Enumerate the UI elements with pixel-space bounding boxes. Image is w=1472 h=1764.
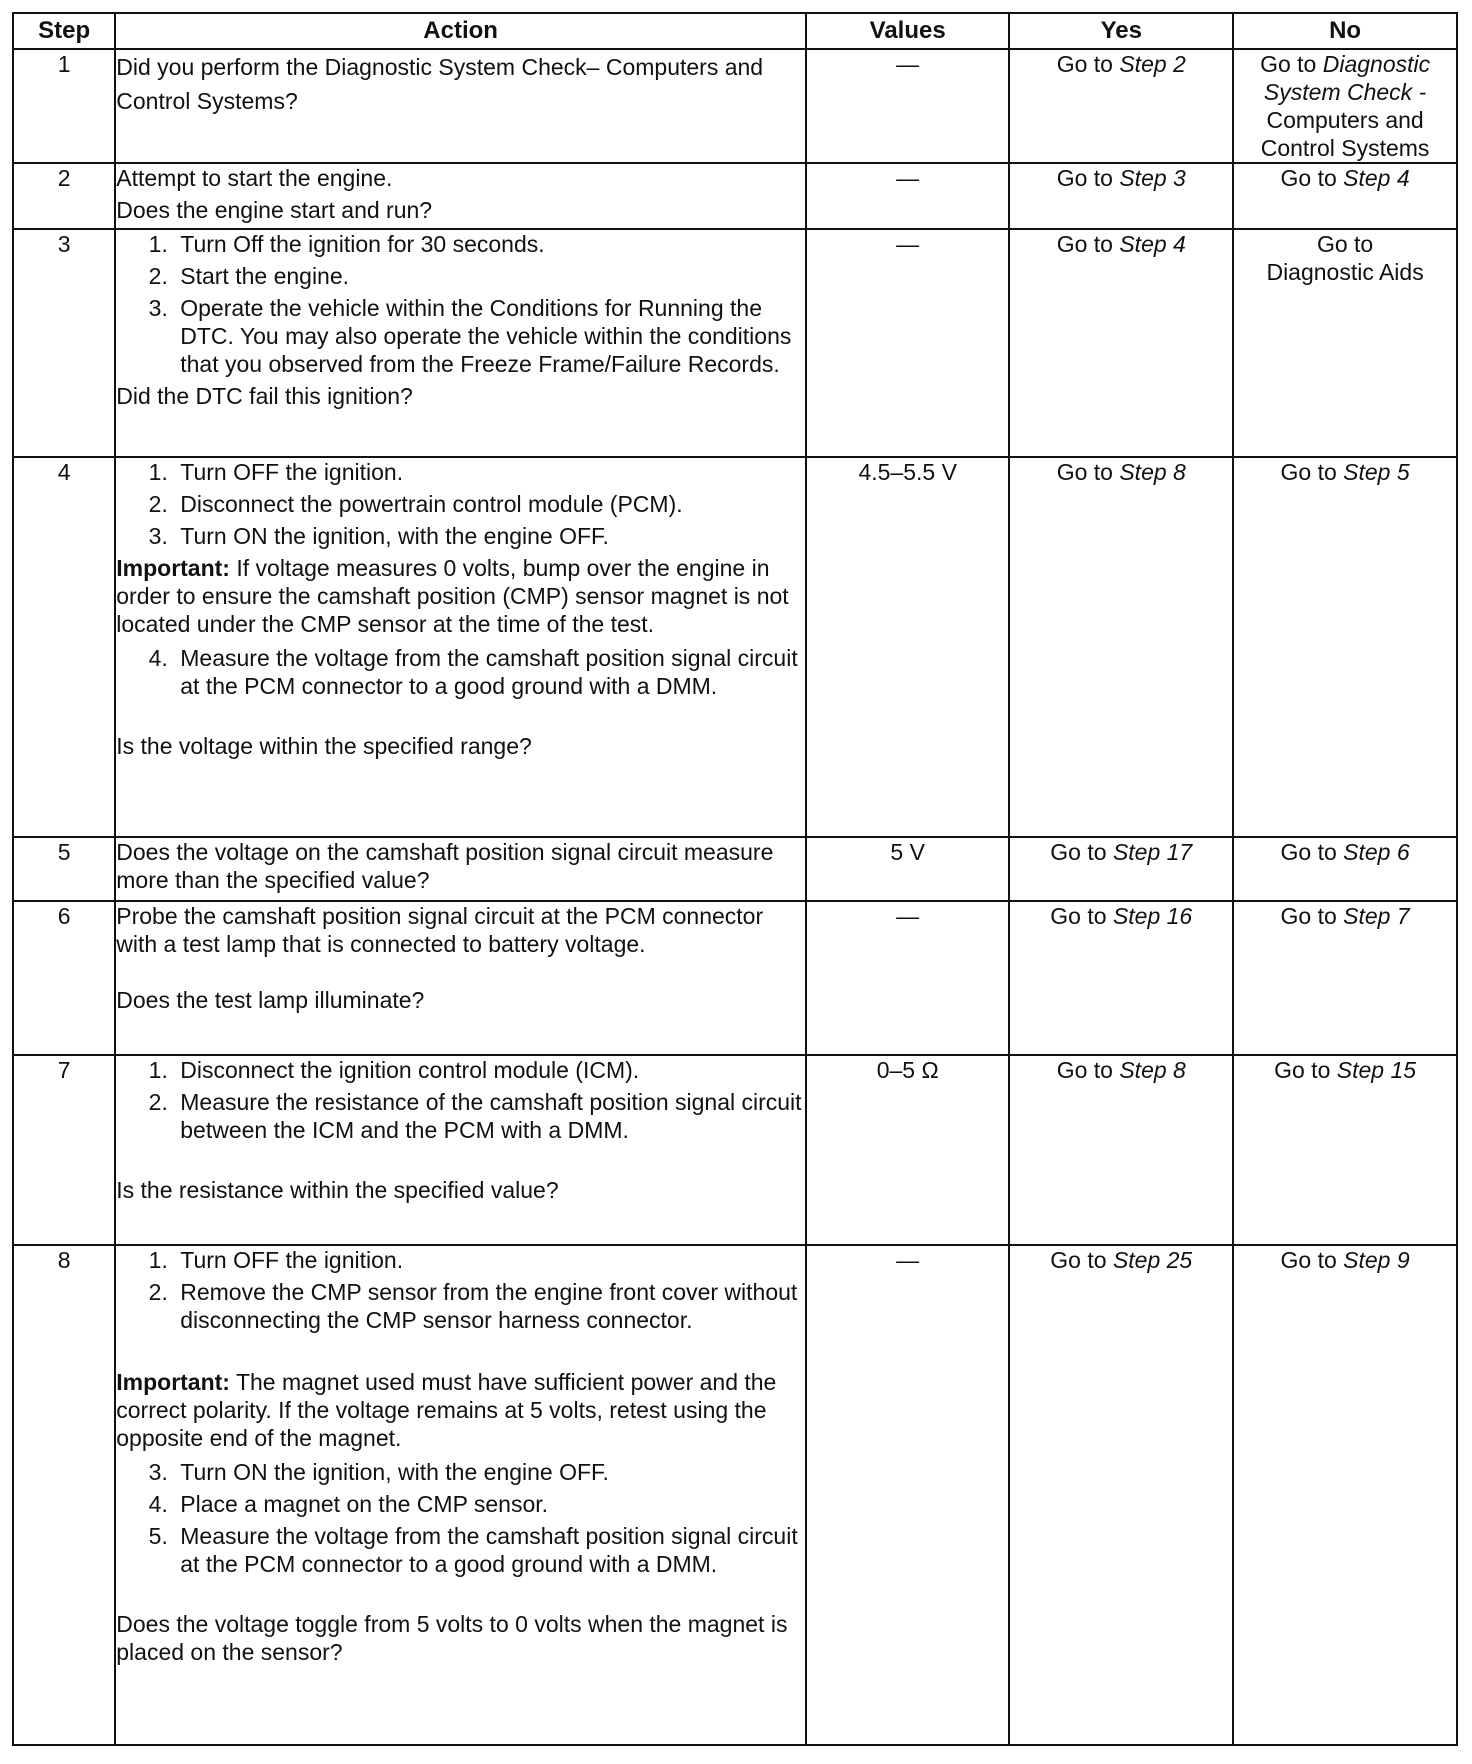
- action-question: Does the voltage toggle from 5 volts to 0 volts when the magnet is placed on the sensor?: [116, 1611, 788, 1665]
- step-number: 8: [13, 1245, 115, 1745]
- no-prefix: Go to: [1280, 903, 1337, 929]
- header-yes: Yes: [1009, 13, 1233, 49]
- no-cell: [1233, 1245, 1457, 1745]
- no-prefix: Go to: [1316, 231, 1374, 257]
- no-diagnostic-aids-link[interactable]: Diagnostic Aids: [1266, 259, 1424, 285]
- action-steps: [116, 1056, 805, 1144]
- action-step-item: 2. Disconnect the powertrain control module (PCM).: [174, 490, 805, 518]
- no-prefix: Go to: [1260, 51, 1317, 77]
- yes-step-link[interactable]: Step 3: [1119, 165, 1186, 191]
- step-number: 4: [13, 457, 115, 837]
- table-row: [13, 1055, 1457, 1245]
- action-cell: [115, 229, 806, 457]
- action-cell: [115, 457, 806, 837]
- no-text-control-systems: Control Systems: [1260, 135, 1430, 161]
- action-steps-continued: [116, 644, 805, 700]
- value-cell: —: [806, 229, 1009, 457]
- no-cell: [1233, 229, 1457, 457]
- value-cell: —: [806, 163, 1009, 229]
- action-question: Does the voltage on the camshaft position signal circuit measure more than the specified value?: [116, 839, 774, 893]
- header-step: Step: [13, 13, 115, 49]
- step-number: 5: [13, 837, 115, 901]
- no-cell: [1233, 49, 1457, 163]
- no-step-link[interactable]: Step 7: [1343, 903, 1410, 929]
- no-step-link[interactable]: Step 15: [1336, 1057, 1417, 1083]
- value-cell: —: [806, 901, 1009, 1055]
- action-cell: [115, 837, 806, 901]
- yes-prefix: Go to: [1056, 231, 1113, 257]
- table-row: [13, 901, 1457, 1055]
- action-steps: [116, 1246, 805, 1334]
- action-step-item: 3. Turn ON the ignition, with the engine OFF.: [174, 1458, 805, 1486]
- yes-prefix: Go to: [1056, 459, 1113, 485]
- yes-step-link[interactable]: Step 25: [1112, 1247, 1193, 1273]
- yes-step-link[interactable]: Step 17: [1112, 839, 1193, 865]
- value-cell: 4.5–5.5 V: [806, 457, 1009, 837]
- action-step-item: 3. Operate the vehicle within the Conditions for Running the DTC. You may also operate the vehicle within the conditions that you observed from the Freeze Frame/Failure Records.: [174, 294, 805, 378]
- action-steps: [116, 458, 805, 550]
- action-step-item: 2. Remove the CMP sensor from the engine front cover without disconnecting the CMP sensor harness connector.: [174, 1278, 805, 1334]
- important-note: [116, 554, 805, 638]
- action-step-item: 2. Start the engine.: [174, 262, 805, 290]
- important-text: The magnet used must have sufficient power and the correct polarity. If the voltage remains at 5 volts, retest using the opposite end of the magnet.: [116, 1369, 777, 1451]
- no-cell: [1233, 457, 1457, 837]
- action-cell: [115, 49, 806, 163]
- no-prefix: Go to: [1280, 165, 1337, 191]
- yes-step-link[interactable]: Step 8: [1119, 459, 1186, 485]
- step-number: 7: [13, 1055, 115, 1245]
- yes-prefix: Go to: [1050, 839, 1107, 865]
- no-cell: [1233, 901, 1457, 1055]
- header-row: [13, 13, 1457, 49]
- action-cell: [115, 1055, 806, 1245]
- action-step-item: 5. Measure the voltage from the camshaft position signal circuit at the PCM connector to a good ground with a DMM.: [174, 1522, 805, 1578]
- value-cell: —: [806, 49, 1009, 163]
- action-question: Does the test lamp illuminate?: [116, 987, 425, 1013]
- header-values: Values: [806, 13, 1009, 49]
- yes-cell: [1009, 163, 1233, 229]
- no-text-computers: Computers and: [1266, 107, 1424, 133]
- yes-step-link[interactable]: Step 4: [1119, 231, 1186, 257]
- table-row: [13, 49, 1457, 163]
- yes-cell: [1009, 1055, 1233, 1245]
- yes-cell: [1009, 837, 1233, 901]
- diagnostic-table: [12, 12, 1458, 1746]
- action-cell: [115, 1245, 806, 1745]
- no-cell: [1233, 163, 1457, 229]
- yes-cell: [1009, 229, 1233, 457]
- table-row: [13, 837, 1457, 901]
- action-cell: [115, 163, 806, 229]
- action-step-item: 1. Turn OFF the ignition.: [174, 1246, 805, 1274]
- no-step-link[interactable]: Step 5: [1343, 459, 1410, 485]
- yes-step-link[interactable]: Step 8: [1119, 1057, 1186, 1083]
- yes-prefix: Go to: [1050, 903, 1107, 929]
- yes-cell: [1009, 49, 1233, 163]
- step-number: 6: [13, 901, 115, 1055]
- action-step-item: 3. Turn ON the ignition, with the engine OFF.: [174, 522, 805, 550]
- action-steps-continued: [116, 1458, 805, 1578]
- important-note: [116, 1368, 805, 1452]
- no-step-link[interactable]: Step 4: [1343, 165, 1410, 191]
- no-prefix: Go to: [1280, 459, 1337, 485]
- yes-cell: [1009, 457, 1233, 837]
- table-row: [13, 457, 1457, 837]
- no-prefix: Go to: [1280, 839, 1337, 865]
- action-step-item: 1. Turn Off the ignition for 30 seconds.: [174, 230, 805, 258]
- value-cell: 0–5 Ω: [806, 1055, 1009, 1245]
- action-instruction: Probe the camshaft position signal circuit at the PCM connector with a test lamp that is connected to battery voltage.: [116, 903, 764, 957]
- header-action: Action: [115, 13, 806, 49]
- value-cell: 5 V: [806, 837, 1009, 901]
- no-ref-system-check[interactable]: System Check -: [1263, 79, 1427, 105]
- no-ref-diagnostic[interactable]: Diagnostic: [1322, 51, 1431, 77]
- step-number: 3: [13, 229, 115, 457]
- yes-cell: [1009, 901, 1233, 1055]
- yes-prefix: Go to: [1050, 1247, 1107, 1273]
- no-cell: [1233, 837, 1457, 901]
- table-row: [13, 229, 1457, 457]
- action-step-item: 4. Measure the voltage from the camshaft position signal circuit at the PCM connector to a good ground with a DMM.: [174, 644, 805, 700]
- action-step-item: 4. Place a magnet on the CMP sensor.: [174, 1490, 805, 1518]
- yes-step-link[interactable]: Step 16: [1112, 903, 1193, 929]
- header-no: No: [1233, 13, 1457, 49]
- yes-step-link[interactable]: Step 2: [1119, 51, 1186, 77]
- action-step-item: 2. Measure the resistance of the camshaft position signal circuit between the ICM and the PCM with a DMM.: [174, 1088, 805, 1144]
- no-step-link[interactable]: Step 6: [1343, 839, 1410, 865]
- action-question: Is the resistance within the specified value?: [116, 1177, 559, 1203]
- important-text: If voltage measures 0 volts, bump over the engine in order to ensure the camshaft position (CMP) sensor magnet is not located under the CMP sensor at the time of the test.: [116, 555, 789, 637]
- action-question: Is the voltage within the specified range?: [116, 733, 532, 759]
- yes-cell: [1009, 1245, 1233, 1745]
- table-row: [13, 1245, 1457, 1745]
- yes-prefix: Go to: [1056, 1057, 1113, 1083]
- no-cell: [1233, 1055, 1457, 1245]
- important-label: Important:: [116, 555, 230, 581]
- action-question: Did the DTC fail this ignition?: [116, 383, 413, 409]
- yes-prefix: Go to: [1056, 165, 1113, 191]
- action-question: Did you perform the Diagnostic System Check– Computers and Control Systems?: [116, 54, 764, 114]
- no-prefix: Go to: [1280, 1247, 1337, 1273]
- step-number: 2: [13, 163, 115, 229]
- yes-prefix: Go to: [1056, 51, 1113, 77]
- step-number: 1: [13, 49, 115, 163]
- action-steps: [116, 230, 805, 378]
- no-step-link[interactable]: Step 9: [1343, 1247, 1410, 1273]
- important-label: Important:: [116, 1369, 230, 1395]
- no-prefix: Go to: [1274, 1057, 1331, 1083]
- value-cell: —: [806, 1245, 1009, 1745]
- action-cell: [115, 901, 806, 1055]
- action-question: Does the engine start and run?: [116, 197, 433, 223]
- action-step-item: 1. Disconnect the ignition control module (ICM).: [174, 1056, 805, 1084]
- table-row: [13, 163, 1457, 229]
- action-instruction: Attempt to start the engine.: [116, 165, 393, 191]
- action-step-item: 1. Turn OFF the ignition.: [174, 458, 805, 486]
